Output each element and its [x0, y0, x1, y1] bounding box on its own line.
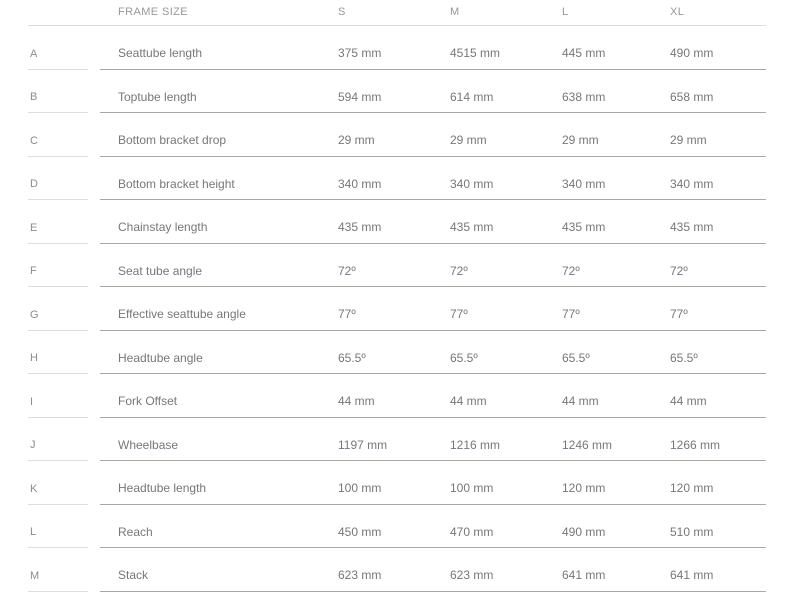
row-letter: L — [30, 526, 37, 539]
row-label: Wheelbase — [118, 437, 179, 452]
cell-value-s: 77º — [338, 307, 356, 322]
cell-value-xl: 72º — [670, 263, 688, 278]
cell-value-xl: 435 mm — [670, 220, 714, 235]
cell-value-s: 100 mm — [338, 481, 382, 496]
table-row — [28, 287, 766, 331]
row-letter-cell — [28, 418, 100, 462]
cell-value-xl: 510 mm — [670, 524, 714, 539]
cell-value-s: 44 mm — [338, 394, 375, 409]
row-label: Headtube length — [118, 481, 207, 496]
cell-value-m: 29 mm — [450, 133, 487, 148]
row-letter-cell — [28, 505, 100, 549]
cell-value-l: 638 mm — [562, 89, 606, 104]
row-letter: D — [30, 178, 38, 191]
cell-value-l: 120 mm — [562, 481, 606, 496]
cell-value-xl: 1266 mm — [670, 437, 721, 452]
size-column-header-m: M — [450, 6, 460, 18]
row-letter-cell — [28, 26, 100, 70]
cell-value-s: 375 mm — [338, 46, 382, 61]
cell-value-m: 614 mm — [450, 89, 494, 104]
row-letter: B — [30, 91, 38, 104]
row-label: Seat tube angle — [118, 263, 203, 278]
cell-value-m: 623 mm — [450, 568, 494, 583]
cell-value-s: 72º — [338, 263, 356, 278]
row-letter: C — [30, 134, 38, 147]
cell-value-s: 623 mm — [338, 568, 382, 583]
cell-value-m: 100 mm — [450, 481, 494, 496]
row-label: Bottom bracket height — [118, 176, 235, 191]
table-row — [28, 157, 766, 201]
cell-value-m: 1216 mm — [450, 437, 501, 452]
cell-value-s: 435 mm — [338, 220, 382, 235]
cell-value-l: 65.5º — [562, 350, 590, 365]
table-row — [28, 331, 766, 375]
row-letter-cell — [28, 548, 100, 592]
row-label: Stack — [118, 568, 149, 583]
cell-value-xl: 641 mm — [670, 568, 714, 583]
row-letter: F — [30, 265, 37, 278]
cell-value-m: 4515 mm — [450, 46, 501, 61]
cell-value-l: 340 mm — [562, 176, 606, 191]
row-label: Toptube length — [118, 89, 197, 104]
cell-value-xl: 77º — [670, 307, 688, 322]
row-letter: H — [30, 352, 38, 365]
geometry-table — [28, 0, 766, 592]
row-letter: M — [30, 569, 40, 582]
row-letter-cell — [28, 70, 100, 114]
cell-value-xl: 120 mm — [670, 481, 714, 496]
row-letter-cell — [28, 113, 100, 157]
row-label: Chainstay length — [118, 220, 208, 235]
cell-value-m: 470 mm — [450, 524, 494, 539]
row-letter-cell — [28, 157, 100, 201]
table-row — [28, 505, 766, 549]
table-row — [28, 374, 766, 418]
letter-column-spacer — [28, 6, 100, 18]
size-column-header-l: L — [562, 6, 569, 18]
row-label: Reach — [118, 524, 153, 539]
cell-value-l: 490 mm — [562, 524, 606, 539]
table-body — [28, 26, 766, 592]
cell-value-xl: 340 mm — [670, 176, 714, 191]
table-row — [28, 200, 766, 244]
cell-value-s: 29 mm — [338, 133, 375, 148]
cell-value-xl: 29 mm — [670, 133, 707, 148]
row-letter: J — [30, 439, 36, 452]
row-label: Headtube angle — [118, 350, 203, 365]
cell-value-xl: 490 mm — [670, 46, 714, 61]
cell-value-m: 340 mm — [450, 176, 494, 191]
cell-value-l: 445 mm — [562, 46, 606, 61]
row-letter-cell — [28, 244, 100, 288]
cell-value-s: 450 mm — [338, 524, 382, 539]
cell-value-l: 29 mm — [562, 133, 599, 148]
cell-value-m: 77º — [450, 307, 468, 322]
cell-value-xl: 658 mm — [670, 89, 714, 104]
table-row — [28, 244, 766, 288]
cell-value-xl: 44 mm — [670, 394, 707, 409]
table-row — [28, 26, 766, 70]
row-letter: A — [30, 47, 38, 60]
table-header — [28, 0, 766, 26]
row-label: Bottom bracket drop — [118, 133, 227, 148]
cell-value-l: 1246 mm — [562, 437, 613, 452]
cell-value-s: 65.5º — [338, 350, 366, 365]
frame-size-column-header: FRAME SIZE — [118, 6, 189, 18]
size-column-header-s: S — [338, 6, 346, 18]
cell-value-l: 72º — [562, 263, 580, 278]
row-letter-cell — [28, 374, 100, 418]
row-letter-cell — [28, 461, 100, 505]
table-row — [28, 418, 766, 462]
cell-value-m: 44 mm — [450, 394, 487, 409]
row-letter-cell — [28, 331, 100, 375]
size-column-header-xl: XL — [670, 6, 685, 18]
cell-value-m: 435 mm — [450, 220, 494, 235]
row-letter: I — [30, 395, 34, 408]
cell-value-s: 340 mm — [338, 176, 382, 191]
row-label: Effective seattube angle — [118, 307, 246, 322]
table-row — [28, 70, 766, 114]
cell-value-l: 435 mm — [562, 220, 606, 235]
cell-value-l: 641 mm — [562, 568, 606, 583]
cell-value-m: 72º — [450, 263, 468, 278]
table-row — [28, 113, 766, 157]
row-letter: G — [30, 308, 39, 321]
row-label: Seattube length — [118, 46, 203, 61]
table-row — [28, 548, 766, 592]
cell-value-m: 65.5º — [450, 350, 478, 365]
table-row — [28, 461, 766, 505]
row-letter: K — [30, 482, 38, 495]
row-letter: E — [30, 221, 38, 234]
cell-value-l: 77º — [562, 307, 580, 322]
cell-value-l: 44 mm — [562, 394, 599, 409]
row-letter-cell — [28, 200, 100, 244]
cell-value-s: 594 mm — [338, 89, 382, 104]
cell-value-s: 1197 mm — [338, 437, 388, 452]
row-label: Fork Offset — [118, 394, 178, 409]
row-letter-cell — [28, 287, 100, 331]
cell-value-xl: 65.5º — [670, 350, 698, 365]
